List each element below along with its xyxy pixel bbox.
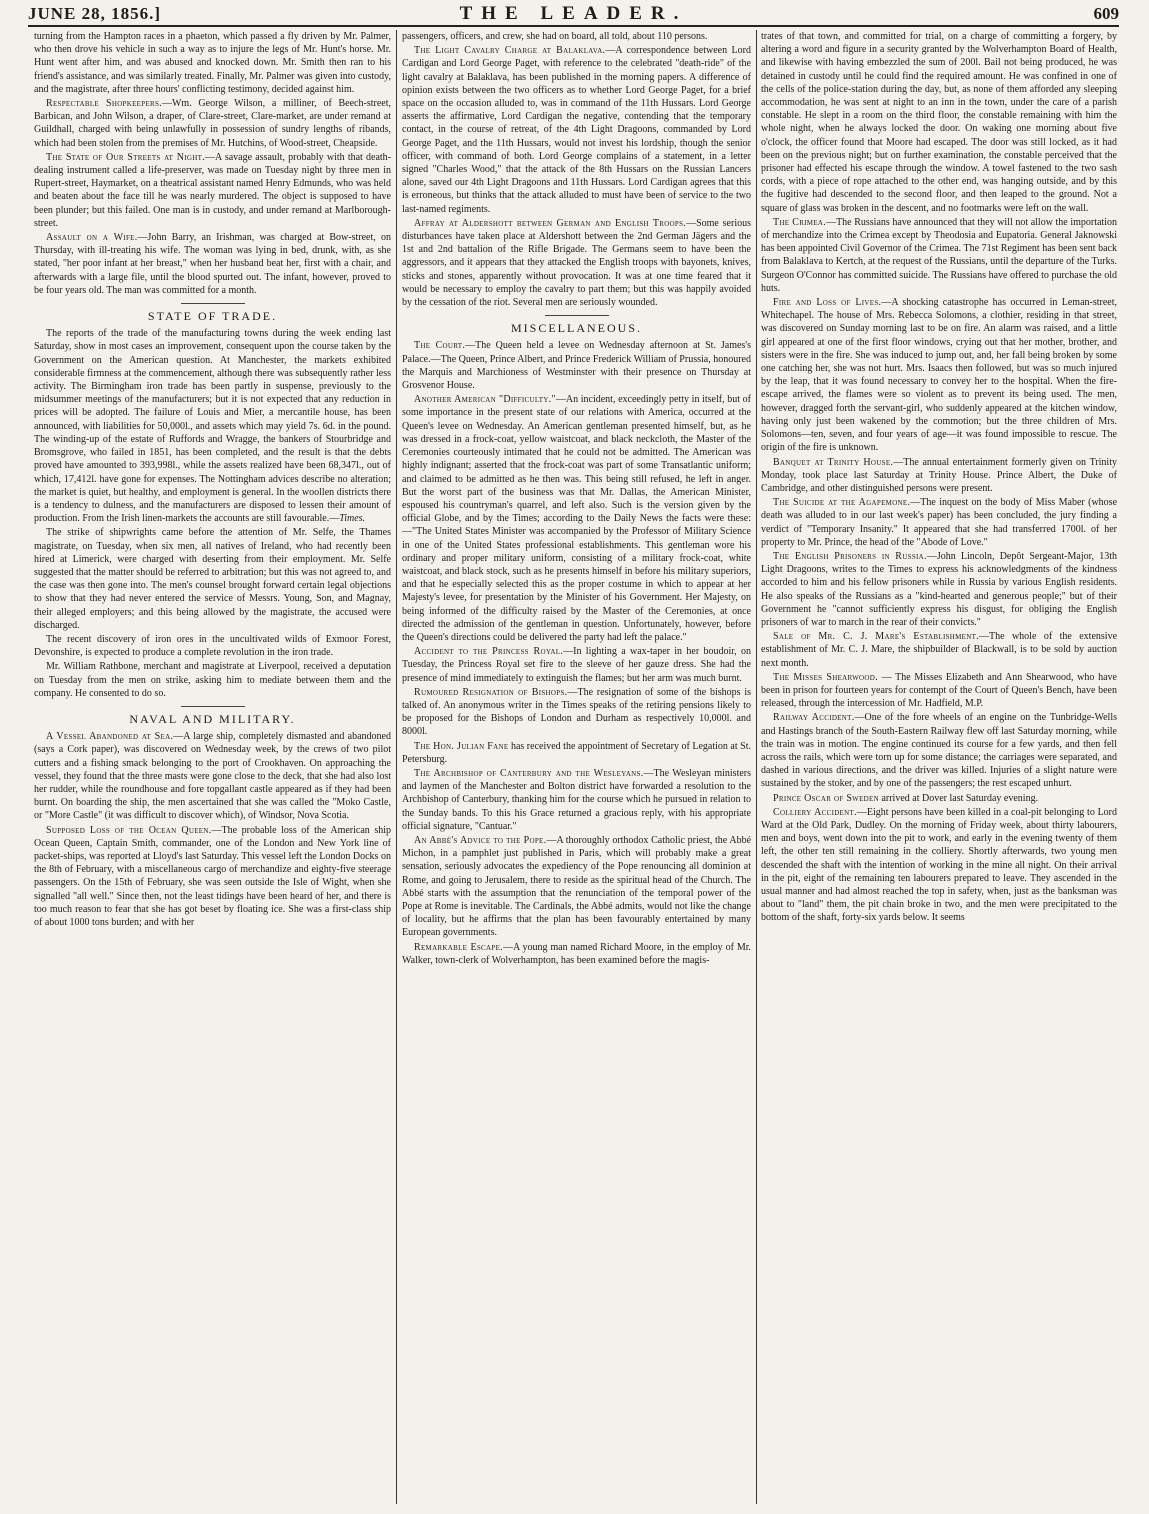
- article-paragraph: [761, 792, 1117, 805]
- paragraph-lead: An Abbé's Advice to the Pope.: [414, 834, 547, 846]
- article-paragraph: [761, 806, 1117, 925]
- paragraph-lead: Railway Accident.: [773, 712, 855, 724]
- column-3: [761, 30, 1117, 1506]
- paragraph-lead: A Vessel Abandoned at Sea.: [46, 731, 174, 743]
- paragraph-lead: Prince Oscar of Sweden: [773, 792, 879, 804]
- article-paragraph: [402, 393, 751, 644]
- article-paragraph: [34, 97, 391, 150]
- column-2: [402, 30, 751, 1506]
- paragraph-body: —Wm. George Wilson, a milliner, of Beech-street, Barbican, and John Wilson, a draper, of Clare-street, Clare-market, are under remand at Guildhall, charged with being unlawfully in possession of sundry lengths of ribands, which had been stolen from the premises of Mr. Hutchins, of Wood-street, Cheapside.: [34, 98, 391, 149]
- masthead: [28, 0, 1119, 26]
- paragraph-body: —The Wesleyan ministers and laymen of the Manchester and Bolton district have forwarded a resolution to the Archbishop of Canterbury, thanking him for the course which he pursued in relation to the Sunday bands. To this his Grace returned a gracious reply, with his appropriate official signature, "Cantuar.": [402, 767, 751, 832]
- paragraph-lead: The Crimea.: [773, 216, 827, 228]
- paragraph-body: —The whole of the extensive establishment of Mr. C. J. Mare, the shipbuilder of Blackwall, is to be sold by auction next month.: [761, 631, 1117, 669]
- paragraph-body: —The resignation of some of the bishops is talked of. An anonymous writer in the Times speaks of the retiring pensions likely to be proposed for the Bishops of London and Durham as respectively 10,000l. and 8000l.: [402, 686, 751, 738]
- column-1: [34, 30, 391, 1506]
- paragraph-lead: The Hon. Julian Fane: [414, 740, 509, 752]
- section-heading-state-of-trade: STATE OF TRADE.: [34, 303, 391, 323]
- article-paragraph: The strike of shipwrights came before the attention of Mr. Selfe, the Thames magistrate, on Tuesday, when six men, all natives of Ireland, who had recently been hired at Limerick, were charged with deserting from their employment. Mr. Selfe suggested that the matter should be referred to arbitration; but this was not agreed to, and the case was then gone into. The men's counsel brought forward certain legal objections to show that they had never entered the service of Messrs. Young, Son, and Magnay, their alleged employers; and this being allowed by the magistrate, the accused were discharged.: [34, 527, 391, 631]
- paragraph-lead: The Suicide at the Agapemone.: [773, 497, 911, 509]
- paragraph-body: —The Queen held a levee on Wednesday afternoon at St. James's Palace.—The Queen, Prince Albert, and Prince Frederick William of Prussia, honoured the Marquis and Marchioness of Westminster with their presence on Thursday at Grosvenor House.: [402, 340, 751, 392]
- page-number: 609: [1093, 4, 1119, 23]
- paragraph-body: —A shocking catastrophe has occurred in Leman-street, Whitechapel. The house of Mrs. Rebecca Solomons, a clothier, residing in that street, was discovered on Sunday morning last to be on fire. An alarm was raised, and a little girl appeared at one of the first floor windows, crying out that her mother, brother, and sisters were in the fire. She was induced to jump out, and, her fall being broken by some one catching her, she was not hurt. Mrs. Isaacs then followed, but was so much injured by the leap, that it was found necessary to convey her to the hospital. When the fire-escape arrived, the flames were so violent as to prevent its being used. The men, however, dragged forth the servant-girl, who suddenly appeared at the kitchen window, having only just been wakened by the commotion; but the three children of Mrs. Solomons—ten, seven, and four years of age—it was found impossible to rescue. The origin of the fire is unknown.: [761, 297, 1117, 454]
- paragraph-lead: Banquet at Trinity House.: [773, 456, 894, 468]
- article-paragraph: The recent discovery of iron ores in the uncultivated wilds of Exmoor Forest, Devonshire, is expected to produce a complete revolution in the iron trade.: [34, 633, 391, 659]
- paragraph-body: —John Barry, an Irishman, was charged at Bow-street, on Thursday, with ill-treating his wife. The woman was lying in bed, drunk, with, as she stated, "her poor infant at her breast," when her husband beat her, first with a chair, and afterwards with a large file, until the blood spurted out. The infant, however, proved to be four years old. The man was committed for a month.: [34, 232, 391, 296]
- paragraph-body: —The annual entertainment formerly given on Trinity Monday, took place last Saturday at Trinity House. Prince Albert, the Duke of Cambridge, and other distinguished persons were present.: [761, 456, 1117, 494]
- paragraph-body: —The probable loss of the American ship Ocean Queen, Captain Smith, commander, one of the London and New York line of packet-ships, was reported at Lloyd's last Saturday. This vessel left the London Docks on the 8th of February, with a miscellaneous cargo of merchandize and eighty-five steerage passengers. On the 15th of February, she was seen outside the Isle of Wight, when she signalled "all well." Since then, not the least tidings have been heard of her, and there is too much reason to fear that she has got beset by floating ice. She was a first-class ship of about 1000 tons burden; and with her: [34, 824, 391, 928]
- article-paragraph: passengers, officers, and crew, she had on board, all told, about 110 persons.: [402, 31, 708, 42]
- paragraph-lead: Accident to the Princess Royal.: [414, 646, 564, 658]
- paragraph-body: —A correspondence between Lord Cardigan and Lord George Paget, with reference to the celebrated "death-ride" of the light cavalry at Balaklava, has been published in the morning papers. A difference of opinion exists between the two officers as to whether Lord George Paget, for a brief space on the occasion alluded to, was in command of the 11th Hussars. Lord George asserts the affirmative, Lord Cardigan the negative, contending that the temporary contact, in the course of retreat, of the 4th Light Dragoons, commanded by Lord George Paget, and the 11th Hussars, would not invest his lordship, though the senior officer, with command of both. Lord George complains of a statement, in a letter signed "Charles Wood," that the attack of the 8th Hussars on the Russian Lancers alone, saved our 4th Light Dragoons and 11th Hussars. Lord Cardigan agrees that this is erroneous, but thinks that the attack alluded to must have been of service to the two last-named regiments.: [402, 45, 751, 215]
- article-paragraph: [761, 711, 1117, 790]
- article-paragraph: Mr. William Rathbone, merchant and magistrate at Liverpool, received a deputation on Tuesday from the men on strike, asking him to mediate between them and the company. He consented to do so.: [34, 661, 391, 699]
- article-paragraph: [34, 824, 391, 930]
- article-paragraph: [761, 216, 1117, 295]
- article-paragraph: [761, 550, 1117, 629]
- article-paragraph: turning from the Hampton races in a phaeton, which passed a fly driven by Mr. Palmer, who then drove his vehicle in such a way as to injure the legs of Mr. Hunt's horse. Mr. Hunt went after him, and was abused and knocked down. Mr. Smith then ran to his friend's assistance, and was similarly treated. Finally, Mr. Palmer was given into custody, and the magistrate, after three hours' conflicting testimony, decided against him.: [34, 31, 391, 95]
- paragraph-body: —The inquest on the body of Miss Maber (whose death was alluded to in our last week's paper) has been concluded, the jury finding a verdict of "Temporary Insanity." It appeared that she had transferred 1700l. of her property to Mr. Prince, the head of the "Abode of Love.": [761, 497, 1117, 548]
- article-paragraph: [761, 671, 1117, 711]
- section-heading-naval-and-military: NAVAL AND MILITARY.: [34, 706, 391, 726]
- section-heading-miscellaneous: MISCELLANEOUS.: [402, 315, 751, 335]
- article-paragraph: [402, 941, 751, 967]
- paragraph-body: —In lighting a wax-taper in her boudoir, on Tuesday, the Princess Royal set fire to the sleeve of her gauze dress. She had the presence of mind immediately to extinguish the flames; but her arm was much burnt.: [402, 646, 751, 684]
- paragraph-body: arrived at Dover last Saturday evening.: [878, 792, 1039, 804]
- paragraph-body: —A thoroughly orthodox Catholic priest, the Abbé Michon, in a pamphlet just published in Paris, which will probably make a great sensation, seriously advocates the expediency of the Pope renouncing all dominion at Rome, and going to Jerusalem, there to reside as the spiritual head of the Church. The Abbé starts with the assumption that the renunciation of the temporal power of the Pope at Rome is inevitable. The Cardinals, the Abbé admits, would not like the change of locality, but he affirms that the plan has been favourably entertained by many European governments.: [402, 834, 751, 939]
- source-credit: Times.: [339, 513, 366, 525]
- paragraph-lead: The Court.: [414, 340, 466, 352]
- paragraph-body: —One of the fore wheels of an engine on the Tunbridge-Wells and Hastings branch of the South-Eastern Railway flew off last Saturday morning, while the train was in motion. The engine continued its course for a few yards, and then fell across the rails, which were torn up for some distance; the carriages were separated, and dashed in various directions, and the driver was killed. Injuries of a slight nature were sustained by the stoker, and by one of the passengers; the rest escaped unhurt.: [761, 712, 1117, 790]
- paragraph-lead: Remarkable Escape.: [414, 941, 503, 953]
- column-divider: [396, 30, 397, 1504]
- paragraph-body: — The Misses Elizabeth and Ann Shearwood, who have been in prison for fourteen years for contempt of the Court of Queen's Bench, have been released, through the intercession of Mr. Hadfield, M.P.: [761, 671, 1117, 710]
- paragraph-lead: The Archbishop of Canterbury and the Wesleyans.: [414, 767, 644, 779]
- article-paragraph: [34, 730, 391, 822]
- paragraph-lead: Assault on a Wife.: [46, 232, 138, 244]
- paragraph-body: The reports of the trade of the manufacturing towns during the week ending last Saturday, show in most cases an improvement, consequent upon the course taken by the Government on the American question. At Manchester, the markets exhibited considerable firmness at the commencement, although there was subsequently rather less activity. The Birmingham iron trade has been partly in suspense, previously to the midsummer meetings of the manufacturers; but it is not expected that any reduction in prices will be adopted. The failure of Louis and Mier, a mercantile house, has been announced, with liabilities for 50,000l., and assets which may yield 7s. 6d. in the pound. The winding-up of the estate of Ruffords and Wragge, the bankers of Stourbridge and Bromsgrove, who failed in 1851, has been completed, and the result is that the debts proved have amounted to 393,998l., while the assets realized have been 68,347l., out of which, 17,412l. have gone for expenses. The Nottingham advices describe no alteration; the market is quiet, but healthy, and employment is general. In the woollen districts there is a tendency to dulness, and the manufacturers are disposed to lessen their amount of production. From the Irish linen-markets the accounts are still favourable.—: [34, 328, 391, 525]
- paragraph-lead: Respectable Shopkeepers.: [46, 98, 162, 110]
- paragraph-body: —John Lincoln, Depôt Sergeant-Major, 13th Light Dragoons, writes to the Times to express his acknowledgments of the kindness accorded to him and his fellow prisoners while in Russia by various English residents. He also speaks of the Russians as a "kind-hearted and generous people;" but of their Government he "cannot sufficiently express his disgust, for obliging the English prisoners of war to march in the rear of their convicts.": [761, 550, 1117, 628]
- article-paragraph: [761, 496, 1117, 549]
- article-paragraph: [761, 630, 1117, 670]
- paragraph-lead: The Misses Shearwood.: [773, 671, 878, 683]
- paragraph-lead: The English Prisoners in Russia.: [773, 550, 927, 562]
- paragraph-body: —Some serious disturbances have taken place at Aldershott between the 2nd German Jägers and the 1st and 2nd battalion of the Rifle Brigade. The Germans seem to have been the aggressors, and it appears that they attacked the English troops with bayonets, knives, sticks and stones, apparently without provocation. It was at one time feared that it would be necessary to employ the cavalry to part them; but this was happily avoided by the cessation of the riot. Several men are seriously wounded.: [402, 217, 751, 309]
- paragraph-body: —A savage assault, probably with that death-dealing instrument called a life-preserver, was made on Tuesday night by three men in Rupert-street, Haymarket, on a theatrical assistant named Henry Edmunds, who was held and beaten about the face till he was nearly murdered. The object is supposed to have been plunder; but this failed. One man is in custody, and under remand at Marlborough-street.: [34, 151, 391, 229]
- paragraph-lead: Another American "Difficulty.": [414, 394, 556, 406]
- article-paragraph: [402, 834, 751, 940]
- article-paragraph: [34, 151, 391, 230]
- paragraph-lead: Rumoured Resignation of Bishops.: [414, 686, 568, 698]
- paragraph-lead: Supposed Loss of the Ocean Queen.: [46, 824, 212, 836]
- paragraph-lead: The State of Our Streets at Night.: [46, 151, 205, 163]
- header-rule: [28, 25, 1119, 27]
- paragraph-lead: Fire and Loss of Lives.: [773, 297, 882, 309]
- article-paragraph: [402, 686, 751, 739]
- paragraph-body: has received the appointment of Secretary of Legation at St. Petersburg.: [402, 740, 751, 765]
- paragraph-body: —An incident, exceedingly petty in itself, but of some importance in the present state of our relations with America, occurred at the Queen's levee on Wednesday. An American gentleman presented himself, but, as he was dressed in a frock-coat, yellow waistcoat, and black neckcloth, the Master of the Ceremonies courteously intimated that he could not be admitted. The American was highly indignant; asserted that the frock-coat was part of some Transatlantic uniform; and claimed to be admitted as he then was. This being still refused, he left in anger. But the worst part of the business was that Mr. Dallas, the American Minister, espoused his countryman's quarrel, and left also. Such is the version given by the official Globe, and by the Times; according to the Daily News the facts were these:—"The United States Minister was accompanied by the Professor of Military Science in one of the United States professional establishments. This gentleman wore his ordinary and proper military uniform, consisting of a military frock-coat, white waistcoat, and black stock, such as he presents himself in before his military superiors, and that he especially selected this as the proper costume in which to appear at her Majesty's levee, for presentation by the Minister of his Government. Her Majesty, on being informed of the difficulty raised by the Master of the Ceremonies, at once directed the admission of the gentleman in question. Unfortunately, however, before the Queen's directions could be delivered the party had left the palace.": [402, 394, 751, 643]
- issue-date: JUNE 28, 1856.]: [28, 4, 162, 23]
- paragraph-lead: Affray at Aldershott between German and English Troops.: [414, 217, 687, 229]
- paragraph-lead: Sale of Mr. C. J. Mare's Establishment.: [773, 631, 979, 643]
- article-paragraph: [761, 296, 1117, 454]
- paragraph-body: —A young man named Richard Moore, in the employ of Mr. Walker, town-clerk of Wolverhampton, has been examined before the magis-: [402, 941, 751, 966]
- article-paragraph: [402, 767, 751, 833]
- article-paragraph: [761, 456, 1117, 496]
- article-paragraph: [402, 339, 751, 392]
- article-paragraph: [34, 327, 391, 525]
- column-divider: [756, 30, 757, 1504]
- article-paragraph: [402, 740, 751, 766]
- article-paragraph: [34, 231, 391, 297]
- paragraph-body: —Eight persons have been killed in a coal-pit belonging to Lord Ward at the Old Park, Dudley. On the morning of Friday week, about thirty labourers, men and boys, went down into the pit to work, and early in the evening twenty of them left, the other ten still remaining in the colliery. Shortly afterwards, two young men descended the shaft with the intention of working in the mine all night. On their arrival in the pit, eight of the remaining ten labourers prepared to leave. They ascended in the usual manner and had almost reached the top in safety, when, just as the banksman was about to "land" them, the pit chain broke in two, and the men were precipitated to the bottom of the shaft, forty-six yards below. It seems: [761, 806, 1117, 924]
- article-paragraph: [402, 44, 751, 216]
- newspaper-title: THE LEADER.: [459, 3, 688, 24]
- paragraph-lead: The Light Cavalry Charge at Balaklava.: [414, 45, 606, 57]
- paragraph-body: —The Russians have announced that they will not allow the importation of merchandize into the Crimea except by Theodosia and Eupatoria. General Jaknowski has been appointed Civil Governor of the Crimea. The 71st Regiment has been sent back from Balaklava to Kertch, at the request of the Russians, until the departure of the Turks. Surgeon O'Connor has committed suicide. The Russians have offered to purchase the old huts.: [761, 216, 1117, 294]
- article-paragraph: trates of that town, and committed for trial, on a charge of committing a forgery, by altering a word and figure in a security granted by the Wolverhampton Board of Health, and likewise with having embezzled the sum of 200l. Bail not being produced, he was detained in custody until he could find the required amount. He was confined in one of the cells of the police-station during the day, but, as none of them afforded any sleeping accommodation, he was sent at night to an inn in the town, under the care of a parish constable. He slept in a room on the third floor, the constable remaining with him the whole night, when he always locked the door. On waking one morning about five o'clock, the officer found that Moore had escaped. The door was still locked, as it had been on the previous night; but on further examination, the constable perceived that the prisoner had effected his escape through the window. A towel fastened to the two sash cords, with a piece of rope attached to the other end, was hanging outside, and by this the fugitive had descended to the second floor, and then leaped to the ground. Not a square of glass was broken in the descent, and no footmarks were left on the wall.: [761, 31, 1117, 214]
- paragraph-lead: Colliery Accident.: [773, 806, 857, 818]
- paragraph-body: —A large ship, completely dismasted and abandoned (says a Cork paper), was discovered on Wednesday week, by the crews of two pilot cutters and a fishing smack belonging to the port of Crookhaven. On approaching the vessel, they found that the three masts were gone close to the deck, that she had also lost her rudder, while the roundhouse and fore topgallant castle appeared as if they had been burnt. On boarding the ship, the men ascertained that she was called the "Moko Castle, or "More Castle" (it was difficult to discover which), of Windsor, Nova Scotia.: [34, 731, 391, 822]
- article-paragraph: [402, 217, 751, 309]
- article-paragraph: [402, 645, 751, 685]
